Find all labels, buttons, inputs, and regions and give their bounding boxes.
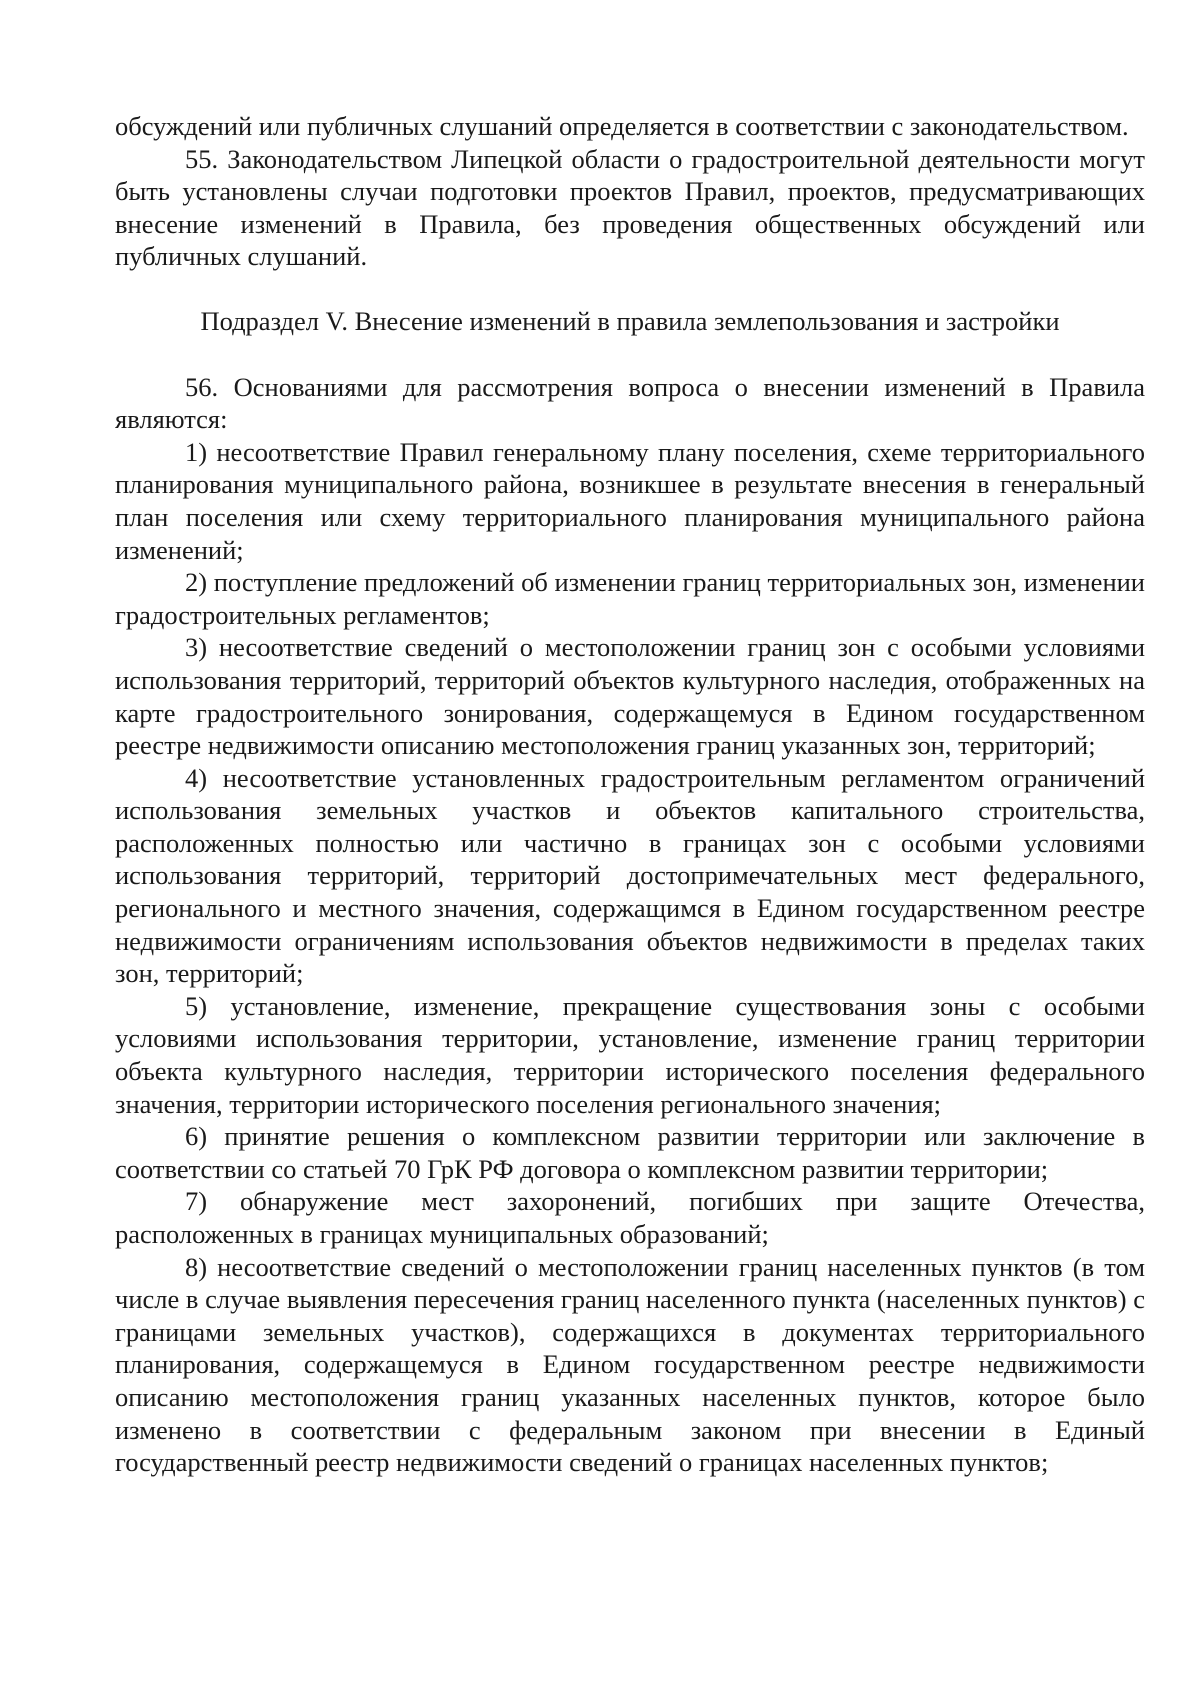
- list-item-4: 4) несоответствие установленных градостроительным регламентом ограничений использования земельных участков и объектов капитального строительства, расположенных полностью или частично в границах зон с особыми условиями использования территорий, территорий достопримечательных мест федерального, регионального и местного значения, содержащимся в Едином государственном реестре недвижимости ограничениям использования объектов недвижимости в пределах таких зон, территорий;: [115, 762, 1145, 989]
- list-item-3: 3) несоответствие сведений о местоположении границ зон с особыми условиями использования территорий, территорий объектов культурного наследия, отображенных на карте градостроительного зонирования, содержащемуся в Едином государственном реестре недвижимости описанию местоположения границ указанных зон, территорий;: [115, 632, 1145, 761]
- list-item-1: 1) несоответствие Правил генеральному плану поселения, схеме территориального планирования муниципального района, возникшее в результате внесения в генеральный план поселения или схему территориального планирования муниципального района изменений;: [115, 436, 1145, 565]
- paragraph-55: 55. Законодательством Липецкой области о градостроительной деятельности могут быть установлены случаи подготовки проектов Правил, проектов, предусматривающих внесение изменений в Правила, без проведения общественных обсуждений или публичных слушаний.: [115, 143, 1145, 272]
- section-heading: Подраздел V. Внесение изменений в правила землепользования и застройки: [200, 305, 1060, 336]
- list-item-6: 6) принятие решения о комплексном развитии территории или заключение в соответствии со статьей 70 ГрК РФ договора о комплексном развитии территории;: [115, 1121, 1145, 1184]
- list-item-7: 7) обнаружение мест захоронений, погибших при защите Отечества, расположенных в границах муниципальных образований;: [115, 1186, 1145, 1249]
- paragraph-continuation: обсуждений или публичных слушаний определяется в соответствии с законодательством.: [115, 111, 1129, 141]
- paragraph-56: 56. Основаниями для рассмотрения вопроса о внесении изменений в Правила являются:: [115, 371, 1145, 435]
- list-item-2: 2) поступление предложений об изменении границ территориальных зон, изменении градостроительных регламентов;: [115, 567, 1145, 630]
- document-page: [115, 110, 1145, 1479]
- list-item-8: 8) несоответствие сведений о местоположении границ населенных пунктов (в том числе в случае выявления пересечения границ населенного пункта (населенных пунктов) с границами земельных участков), содержащихся в документах территориального планирования, содержащемуся в Едином государственном реестре недвижимости описанию местоположения границ указанных населенных пунктов, которое было изменено в соответствии с федеральным законом при внесении в Единый государственный реестр недвижимости сведений о границах населенных пунктов;: [115, 1251, 1145, 1478]
- list-item-5: 5) установление, изменение, прекращение существования зоны с особыми условиями использования территории, установление, изменение границ территории объекта культурного наследия, территории исторического поселения федерального значения, территории исторического поселения регионального значения;: [115, 990, 1145, 1119]
